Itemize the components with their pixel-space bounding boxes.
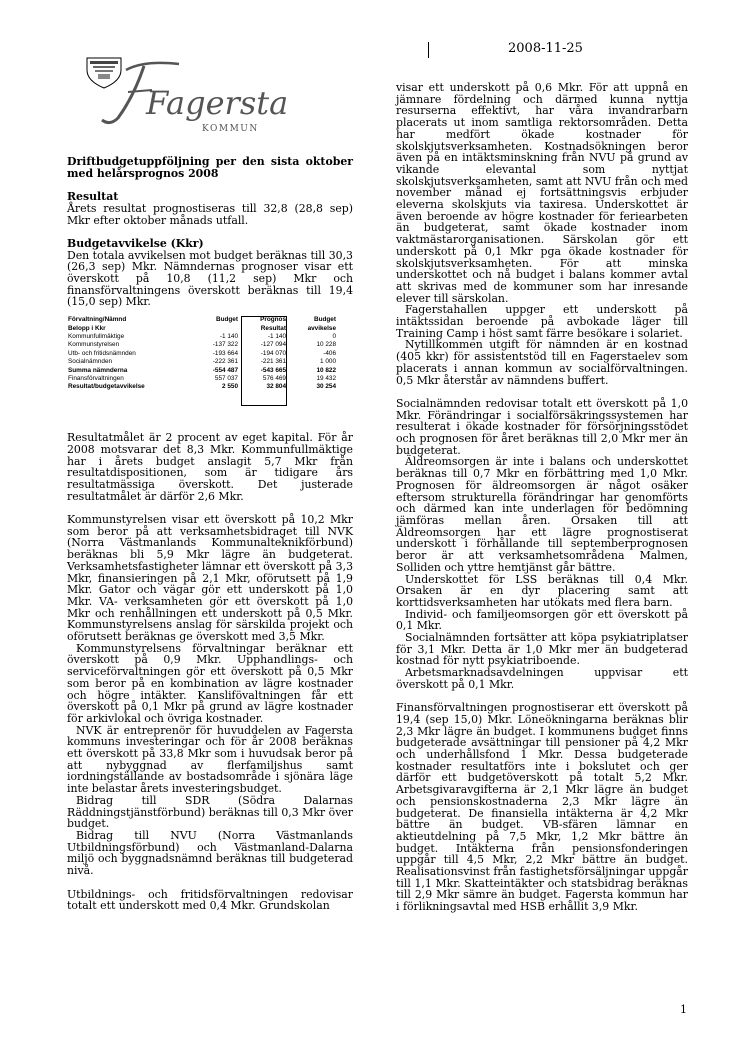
prognos-highlight-box	[241, 316, 287, 406]
budget-cell: 2 550	[222, 383, 238, 391]
body-paragraph: Underskottet för LSS beräknas till 0,4 Mkr. Orsaken är en dyr placering samt att korttidsverksamheten har utökats med flera barn.	[396, 572, 688, 609]
table-row	[67, 341, 337, 349]
logo-wordmark: Fagersta	[146, 84, 289, 122]
avvikelse-cell: 10 228	[316, 341, 336, 349]
row-label: Resultat/budgetavvikelse	[68, 383, 145, 391]
table-header-cell: Förvaltning/Nämnd	[68, 316, 127, 324]
budget-cell: -1 140	[219, 332, 238, 340]
document-date: 2008-11-25	[508, 41, 583, 56]
prognos-cell: 576 469	[262, 374, 286, 382]
table-row	[67, 333, 337, 341]
resultat-heading: Resultat	[67, 190, 119, 204]
budget-cell: -137 322	[212, 341, 238, 349]
table-subheader-row	[67, 325, 337, 333]
table-header-cell	[183, 325, 239, 333]
prognos-cell: -194 070	[260, 349, 286, 357]
budget-cell: -554 487	[212, 366, 238, 374]
table-row-total	[67, 383, 337, 391]
page-number: 1	[680, 1003, 687, 1016]
body-paragraph: Bidrag till NVU (Norra Västmanlands Utbildningsförbund) och Västmanland-Dalarna miljö och byggnadsnämnd beräknas till budgeterad nivå.	[67, 829, 353, 878]
prognos-cell: 32 804	[266, 383, 286, 391]
body-paragraph: NVK är entreprenör för huvuddelen av Fagersta kommuns investeringar och för år 2008 beräknas ett överskott på 33,8 Mkr som i huvudsak beror på att nybyggnad av flerfamiljshus samt iordningställande av bostadsområde i sjönära läge inte belastar årets investeringsbudget.	[67, 723, 353, 796]
document-title: Driftbudgetuppföljning per den sista oktober med helårsprognos 2008	[67, 155, 353, 180]
header-divider	[428, 42, 429, 58]
prognos-cell: -543 665	[260, 366, 286, 374]
table-header-cell: Resultat	[260, 324, 286, 332]
body-paragraph: Arbetsmarknadsavdelningen uppvisar ett överskott på 0,1 Mkr.	[396, 666, 688, 691]
avvikelse-cell: 30 254	[316, 383, 336, 391]
budget-cell: -193 664	[212, 349, 238, 357]
row-label: Socialnämnden	[68, 358, 113, 366]
budget-cell: 557 037	[214, 374, 238, 382]
fagersta-logo	[84, 56, 289, 136]
municipal-crest-icon	[84, 56, 289, 136]
logo-subtitle: KOMMUN	[202, 124, 259, 134]
body-paragraph: Fagerstahallen uppger ett underskott på intäktssidan beroende på avbokade läger till Training Camp i höst samt färre besökare i solariet.	[396, 303, 688, 340]
table-header-cell: avvikelse	[307, 324, 336, 332]
row-label: Kommunfullmäktige	[68, 332, 125, 340]
body-paragraph: Finansförvaltningen prognostiserar ett överskott på 19,4 (sep 15,0) Mkr. Löneökningarna beräknas blir 2,3 Mkr lägre än budget. I kommunens budget finns budgeterade avsättningar till pensioner på 4,2 Mkr och underhållsfond 1 Mkr. Dessa budgeterade kostnader resultatförs inte i bokslutet och ger därför ett budgetöverskott på totalt 5,2 Mkr. Arbetsgivaravgifterna är 2,1 Mkr lägre än budget och pensionskostnaderna 2,3 Mkr lägre än budgeterat. De finansiella intäkterna är 4,2 Mkr bättre än budget. VB-sfären lämnar en aktieutdelning på 7,5 Mkr, 1,2 Mkr bättre än budget. Intäkterna från pensionsfonderingen uppgår till 4,5 Mkr, 2,2 Mkr bättre än budget. Realisationsvinst från fastighetsförsäljningar uppgår till 1,1 Mkr. Skatteintäkter och statsbidrag beräknas till 2,9 Mkr sämre än budget. Fagersta kommun har i förlikningsavtal med HSB erhållit 3,9 Mkr.	[396, 701, 688, 914]
budgetavvikelse-text: Den totala avvikelsen mot budget beräknas till 30,3 (26,3 sep) Mkr. Nämndernas prognoser visar ett överskott på 10,8 (11,2 sep) Mkr och finansförvaltningens överskott beräknas till 19,4 (15,0 sep) Mkr.	[67, 248, 353, 309]
budget-table	[67, 316, 337, 392]
avvikelse-cell: 10 822	[316, 366, 336, 374]
left-column	[67, 156, 353, 912]
avvikelse-cell: 1 000	[320, 358, 336, 366]
table-row	[67, 350, 337, 358]
avvikelse-cell: -406	[323, 349, 336, 357]
body-paragraph: Äldreomsorgen är inte i balans och underskottet beräknas till 0,7 Mkr en förbättring med 1,0 Mkr. Prognosen för äldreomsorgen är något osäker eftersom strukturella förändringar har genomförts och därmed kan inte underlagen för bedömning jämföras mellan åren. Orsaken till att Äldreomsorgen har ett lägre prognostiserat underskott i förhållande till septemberprognosen beror är att verksamhetsområdena Malmen, Solliden och yttre hemtjänst går bättre.	[396, 455, 688, 574]
body-paragraph: Socialnämnden redovisar totalt ett överskott på 1,0 Mkr. Förändringar i socialförsäkringssystemen har resulterat i ökade kostnader för försörjningsstödet och prognosen för året beräknas till 2,0 Mkr mer än budgeterat.	[396, 396, 688, 457]
table-header-row	[67, 316, 337, 324]
row-label: Finansförvaltningen	[68, 374, 124, 382]
prognos-cell: -221 361	[260, 358, 286, 366]
budgetavvikelse-heading: Budgetavvikelse (Kkr)	[67, 236, 204, 250]
table-row	[67, 375, 337, 383]
body-paragraph: Resultatmålet är 2 procent av eget kapital. För år 2008 motsvarar det 8,3 Mkr. Kommunfullmäktige har i årets budget anslagit 5,7 Mkr från resultatdispositionen, som är tidigare års resultatmässiga överskott. Det justerade resultatmålet är därför 2,6 Mkr.	[67, 431, 353, 503]
row-label: Kommunstyrelsen	[68, 341, 120, 349]
body-paragraph: Bidrag till SDR (Södra Dalarnas Räddningstjänstförbund) beräknas till 0,3 Mkr över budget.	[67, 793, 353, 831]
right-column	[396, 82, 688, 913]
body-paragraph: Utbildnings- och fritidsförvaltningen redovisar totalt ett underskott med 0,4 Mkr. Grundskolan	[67, 887, 353, 913]
body-paragraph: Individ- och familjeomsorgen gör ett överskott på 0,1 Mkr.	[396, 607, 688, 633]
body-paragraph: visar ett underskott på 0,6 Mkr. För att uppnå en jämnare fördelning och därmed kunna nyttja resurserna effektivt, har våra invandrarbarn placerats ut inom samtliga rektorsområden. Detta har medfört ökade kostnader för skolskjutsverksamheten. Kostnadsökningen beror även på en intäktsminskning från NVU på grund av vikande elevantal som nyttjat skolskjutsverksamheten, samt att NVU från och med november månad ej fortsättningsvis erbjuder eleverna skolskjuts via taxiresa. Underskottet är även beroende av högre kostnader för feriearbeten än budgeterat, samt ökade kostnader inom vaktmästarorganisationen. Särskolan gör ett underskott på 0,1 Mkr pga ökade kostnader för skolskjutsverksamheten. För att minska underskottet och nå budget i balans kommer avtal att skrivas med de kommuner som har inresande elever till särskolan.	[396, 81, 688, 305]
resultat-text: Årets resultat prognostiseras till 32,8 (28,8 sep) Mkr efter oktober månads utfall.	[67, 201, 353, 227]
table-header-cell: Budget	[313, 316, 336, 324]
table-header-cell: Belopp i Kkr	[68, 324, 106, 332]
row-label: Utb- och fritidsnämnden	[68, 349, 136, 357]
table-row	[67, 358, 337, 366]
body-paragraph: Socialnämnden fortsätter att köpa psykiatriplatser för 3,1 Mkr. Detta är 1,0 Mkr mer än budgeterad kostnad för nytt psykiatriboende.	[396, 631, 688, 668]
body-paragraph: Kommunstyrelsens förvaltningar beräknar ett överskott på 0,9 Mkr. Upphandlings- och serviceförvaltningen gör ett överskott på 0,5 Mkr som beror på en kombination av lägre kostnader och högre intäkter. Kanslifövaltningen får ett överskott på 0,1 Mkr på grund av lägre kostnader för arkivlokal och övriga kostnader.	[67, 641, 353, 725]
body-paragraph: Kommunstyrelsen visar ett överskott på 10,2 Mkr som beror på att verksamhetsbidraget till NVK (Norra Västmanlands Kommunalteknikförbund) beräknas bli 5,9 Mkr lägre än budgeterat. Verksamhetsfastigheter lämnar ett överskott på 3,3 Mkr, finansieringen på 2,1 Mkr, oförutsett på 1,9 Mkr. Gator och vägar gör ett underskott på 1,0 Mkr. VA- verksamheten gör ett överskott på 1,0 Mkr och renhållningen ett underskott på 0,5 Mkr. Kommunstyrelsens anslag för särskilda projekt och oförutsett beräknas ge överskott med 3,5 Mkr.	[67, 513, 353, 644]
avvikelse-cell: 19 432	[316, 374, 336, 382]
table-header-cell: Prognos	[260, 316, 286, 324]
budget-cell: -222 361	[212, 358, 238, 366]
table-header-cell: Budget	[215, 316, 238, 324]
table-row-total	[67, 367, 337, 375]
budget-table-wrapper	[67, 316, 353, 410]
prognos-cell: -127 094	[260, 341, 286, 349]
avvikelse-cell: 0	[332, 332, 336, 340]
row-label: Summa nämnderna	[68, 366, 128, 374]
body-paragraph: Nytillkommen utgift för nämnden är en kostnad (405 kkr) för assistentstöd till en Fagerstaelev som placerats i annan kommun av socialförvaltningen. 0,5 Mkr återstår av nämndens buffert.	[396, 338, 688, 387]
prognos-cell: -1 140	[267, 332, 286, 340]
